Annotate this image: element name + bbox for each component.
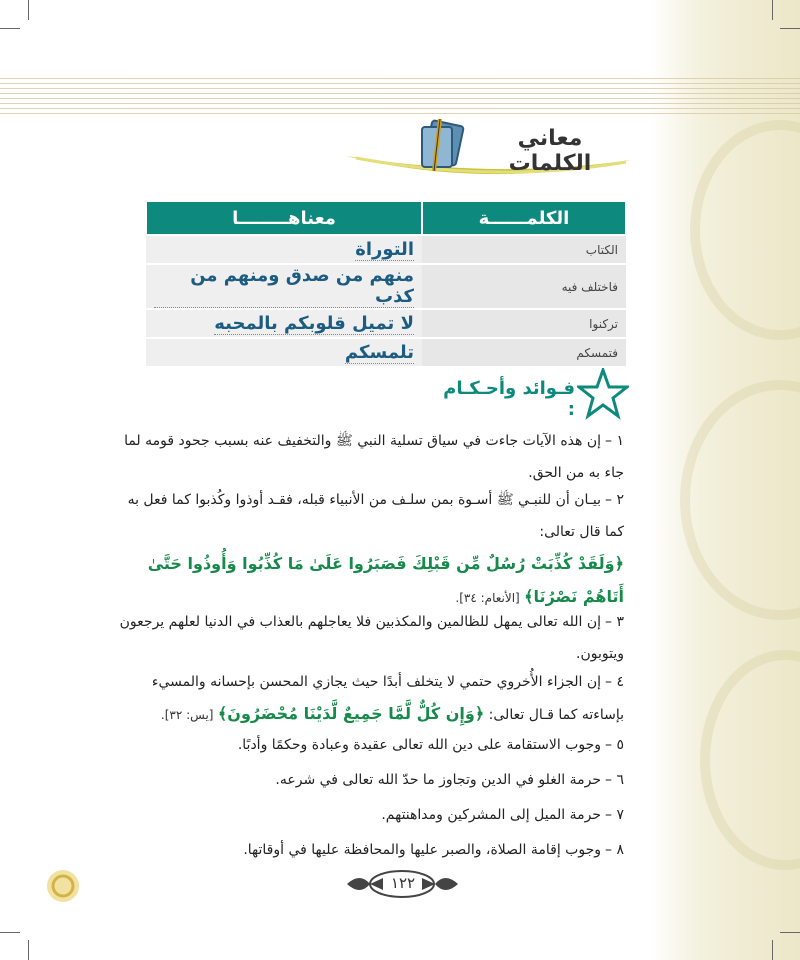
table-row (146, 309, 626, 338)
list-item: ٤ –إن الجزاء الأُخروي حتمي لا يتخلف أبدًا حيث يجازي المحسن بإحسانه والمسيء بإساءته كما قـال تعالى: ﴿وَإِن كُلٌّ لَّمَّا جَمِيعٌ لَّدَيْنَا مُحْضَرُونَ﴾ [يس: ٣٢]. (151, 674, 624, 723)
verse-reference: [الأنعام: ٣٤]. (455, 591, 520, 605)
list-item: ٨ –وجوب إقامة الصلاة، والصبر عليها والمحافظة عليها في أوقاتها. (243, 842, 624, 858)
table-row (146, 264, 626, 309)
crop-mark (0, 28, 20, 29)
word-cell: فتمسكم (422, 338, 626, 367)
star-icon (577, 368, 629, 420)
crop-mark (772, 940, 773, 960)
table-row (146, 338, 626, 367)
list-item: ٢ –بيـان أن للنبـي ﷺ أسـوة بمن سلـف من الأنبياء قبله، فقـد أوذوا وكُذبوا كما فعل به كما قال تعالى: ﴿وَلَقَدْ كُذِّبَتْ رُسُلٌ مِّن قَبْلِكَ فَصَبَرُوا عَلَىٰ مَا كُذِّبُوا وَأُوذُوا حَتَّىٰ أَتَاهُمْ نَصْرُنَا﴾ [الأنعام: ٣٤]. (127, 492, 624, 606)
column-header-meaning: معناهــــــــا (146, 201, 422, 235)
crop-mark (0, 932, 20, 933)
page-title: معاني الكلمات (508, 126, 592, 176)
quran-verse: ﴿وَإِن كُلٌّ لَّمَّا جَمِيعٌ لَّدَيْنَا مُحْضَرُونَ﴾ (217, 704, 485, 723)
verse-reference: [يس: ٣٢]. (160, 708, 214, 722)
book-pen-icon (410, 115, 470, 175)
meaning-cell: منهم من صدق ومنهم من كذب (146, 264, 422, 309)
meaning-cell: لا تميل قلوبكم بالمحبه (146, 309, 422, 338)
word-cell: فاختلف فيه (422, 264, 626, 309)
crop-mark (772, 0, 773, 20)
section-title: فـوائد وأحـكـام : (443, 378, 575, 420)
crop-mark (28, 940, 29, 960)
list-item: ٧ –حرمة الميل إلى المشركين ومداهنتهم. (381, 807, 624, 823)
decorative-lines (0, 78, 800, 118)
publisher-logo-icon (45, 868, 81, 904)
table-header-row (146, 201, 626, 235)
word-cell: الكتاب (422, 235, 626, 264)
column-header-word: الكلمــــــة (422, 201, 626, 235)
crop-mark (28, 0, 29, 20)
crop-mark (780, 28, 800, 29)
vocabulary-table (145, 200, 627, 368)
list-item: ٦ –حرمة الغلو في الدين وتجاوز ما حدّ الله تعالى في شرعه. (275, 772, 624, 788)
meaning-cell: التوراة (146, 235, 422, 264)
list-item: ٣ –إن الله تعالى يمهل للظالمين والمكذبين فلا يعاجلهم بالعذاب في الدنيا لعلهم يرجعون ويتوبون. (119, 614, 624, 662)
word-cell: تركنوا (422, 309, 626, 338)
table-row (146, 235, 626, 264)
quran-verse: ﴿وَلَقَدْ كُذِّبَتْ رُسُلٌ مِّن قَبْلِكَ فَصَبَرُوا عَلَىٰ مَا كُذِّبُوا وَأُوذُوا حَتَّىٰ أَتَاهُمْ نَصْرُنَا﴾ (147, 554, 624, 606)
decorative-side-band (650, 0, 800, 960)
list-item: ٥ –وجوب الاستقامة على دين الله تعالى عقيدة وعبادة وحكمًا وأدبًا. (237, 737, 624, 753)
meaning-cell: تلمسكم (146, 338, 422, 367)
list-item: ١ –إن هذه الآيات جاءت في سياق تسلية النبي ﷺ والتخفيف عنه بسبب جحود قومه لما جاء به من الحق. (124, 433, 624, 481)
crop-mark (780, 932, 800, 933)
page-number: ١٢٢ (390, 874, 416, 892)
